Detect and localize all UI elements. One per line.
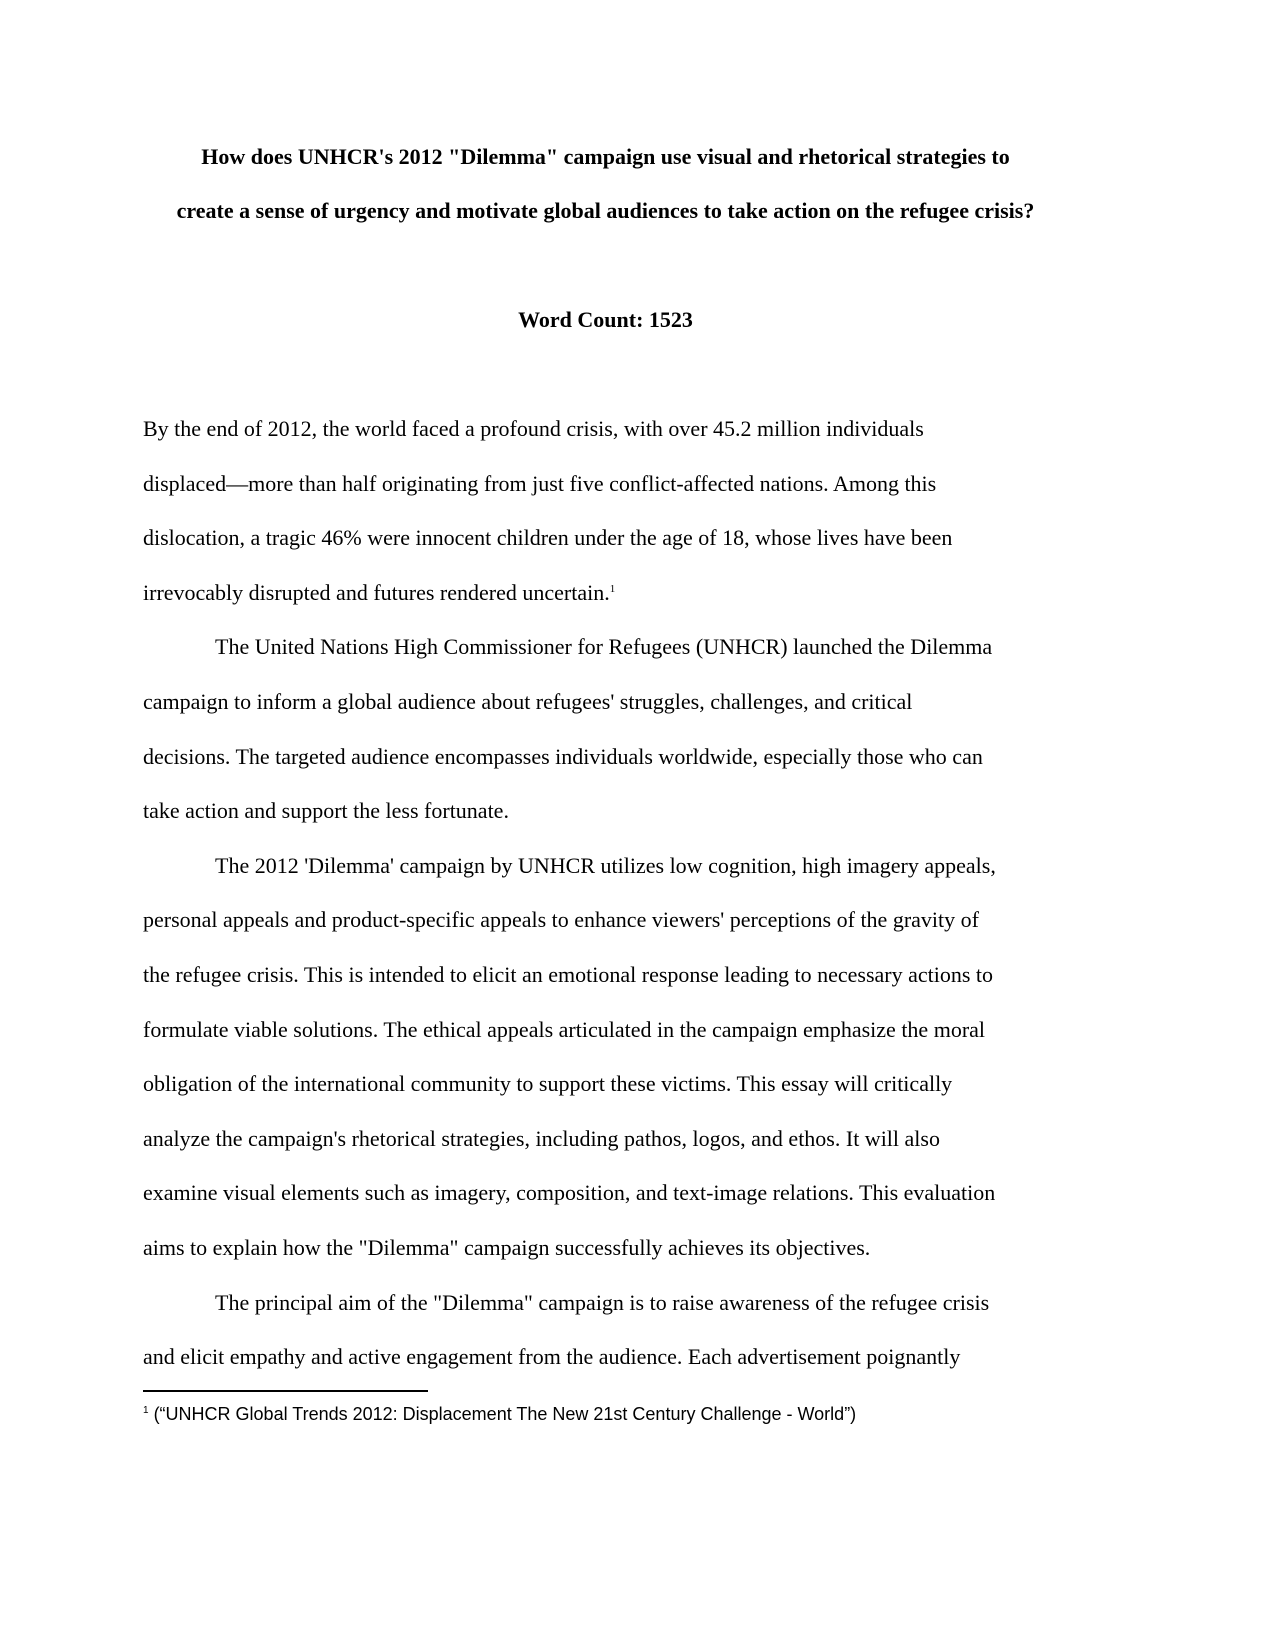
text-line <box>143 566 1068 621</box>
word-count: Word Count: 1523 <box>518 307 693 332</box>
text-line: dislocation, a tragic 46% were innocent children under the age of 18, whose lives have been <box>143 525 953 551</box>
footnote-reference[interactable]: 1 <box>609 582 616 595</box>
footnote <box>143 1402 1043 1426</box>
text-line: The United Nations High Commissioner for Refugees (UNHCR) launched the Dilemma <box>215 634 993 660</box>
text-line: personal appeals and product-specific appeals to enhance viewers' perceptions of the gravity of <box>143 907 979 933</box>
title-line-2: create a sense of urgency and motivate global audiences to take action on the refugee crisis? <box>176 198 1035 223</box>
text-line: obligation of the international community to support these victims. This essay will critically <box>143 1071 953 1097</box>
text-line: examine visual elements such as imagery, composition, and text-image relations. This evaluation <box>143 1180 996 1206</box>
text-line: formulate viable solutions. The ethical appeals articulated in the campaign emphasize the moral <box>143 1016 986 1042</box>
text-line-content: irrevocably disrupted and futures rendered uncertain. <box>143 579 610 605</box>
essay-body <box>143 402 1068 1385</box>
text-line: campaign to inform a global audience about refugees' struggles, challenges, and critical <box>143 688 913 714</box>
footnote-number: 1 <box>143 1405 149 1416</box>
text-line: The 2012 'Dilemma' campaign by UNHCR utilizes low cognition, high imagery appeals, <box>215 852 996 878</box>
text-line: analyze the campaign's rhetorical strategies, including pathos, logos, and ethos. It will also <box>143 1125 940 1151</box>
text-line: and elicit empathy and active engagement from the audience. Each advertisement poignantly <box>143 1344 961 1370</box>
paragraph-2 <box>143 620 1068 838</box>
footnote-separator <box>143 1390 428 1392</box>
text-line: displaced—more than half originating from just five conflict-affected nations. Among this <box>143 470 937 496</box>
text-line: the refugee crisis. This is intended to elicit an emotional response leading to necessary actions to <box>143 961 994 987</box>
text-line: aims to explain how the "Dilemma" campaign successfully achieves its objectives. <box>143 1234 871 1260</box>
text-line: take action and support the less fortunate. <box>143 798 509 824</box>
text-line: By the end of 2012, the world faced a profound crisis, with over 45.2 million individuals <box>143 416 924 441</box>
text-line: decisions. The targeted audience encompasses individuals worldwide, especially those who can <box>143 743 983 769</box>
essay-title <box>143 130 1068 238</box>
paragraph-3 <box>143 839 1068 1276</box>
paragraph-1 <box>143 402 1068 620</box>
paragraph-4 <box>143 1276 1068 1385</box>
text-line: The principal aim of the "Dilemma" campaign is to raise awareness of the refugee crisis <box>215 1289 990 1315</box>
title-line-1: How does UNHCR's 2012 "Dilemma" campaign use visual and rhetorical strategies to <box>201 144 1010 169</box>
footnote-text: (“UNHCR Global Trends 2012: Displacement The New 21st Century Challenge - World”) <box>148 1404 857 1424</box>
